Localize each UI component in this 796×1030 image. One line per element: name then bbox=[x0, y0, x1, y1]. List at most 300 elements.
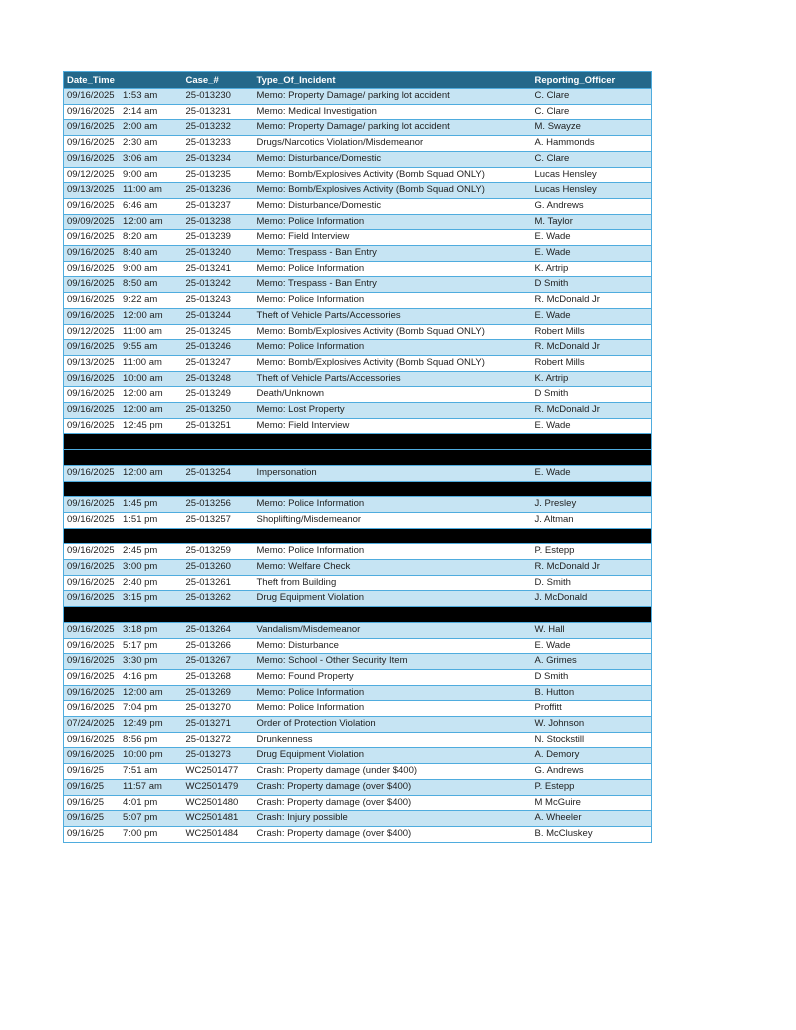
cell-reporting-officer: G. Andrews bbox=[532, 764, 652, 780]
date-text: 09/16/25 bbox=[67, 765, 104, 777]
table-row bbox=[64, 355, 652, 371]
time-text: 5:07 pm bbox=[123, 812, 158, 824]
cell-reporting-officer: R. McDonald Jr bbox=[532, 403, 652, 419]
cell-date-time bbox=[64, 826, 183, 842]
cell-reporting-officer: D Smith bbox=[532, 669, 652, 685]
table-body bbox=[64, 89, 652, 843]
cell-incident-type: Memo: Disturbance/Domestic bbox=[254, 151, 532, 167]
cell-date-time bbox=[64, 246, 183, 262]
redacted-cell bbox=[64, 450, 652, 466]
date-text: 09/16/2025 bbox=[67, 372, 115, 384]
cell-reporting-officer: W. Hall bbox=[532, 622, 652, 638]
cell-date-time bbox=[64, 685, 183, 701]
table-row bbox=[64, 795, 652, 811]
cell-reporting-officer: E. Wade bbox=[532, 418, 652, 434]
time-text: 12:49 pm bbox=[123, 718, 163, 730]
cell-date-time bbox=[64, 261, 183, 277]
cell-case-number: 25-013272 bbox=[183, 732, 254, 748]
cell-reporting-officer: J. McDonald bbox=[532, 591, 652, 607]
time-text: 3:30 pm bbox=[123, 655, 158, 667]
date-text: 09/16/2025 bbox=[67, 294, 115, 306]
time-text: 4:16 pm bbox=[123, 670, 158, 682]
cell-date-time bbox=[64, 89, 183, 105]
cell-date-time bbox=[64, 371, 183, 387]
cell-case-number: 25-013241 bbox=[183, 261, 254, 277]
cell-incident-type: Drug Equipment Violation bbox=[254, 748, 532, 764]
table-row bbox=[64, 811, 652, 827]
cell-incident-type: Impersonation bbox=[254, 465, 532, 481]
time-text: 6:46 am bbox=[123, 199, 158, 211]
cell-reporting-officer: J. Altman bbox=[532, 512, 652, 528]
time-text: 11:00 am bbox=[123, 356, 162, 368]
cell-reporting-officer: K. Artrip bbox=[532, 371, 652, 387]
table-row bbox=[64, 293, 652, 309]
date-text: 09/16/2025 bbox=[67, 121, 115, 133]
cell-case-number: 25-013233 bbox=[183, 136, 254, 152]
cell-date-time bbox=[64, 151, 183, 167]
table-row bbox=[64, 120, 652, 136]
time-text: 11:00 am bbox=[123, 325, 162, 337]
redacted-cell bbox=[64, 607, 652, 623]
cell-case-number: 25-013242 bbox=[183, 277, 254, 293]
table-row bbox=[64, 465, 652, 481]
date-text: 09/12/2025 bbox=[67, 168, 115, 180]
cell-date-time bbox=[64, 167, 183, 183]
table-row bbox=[64, 308, 652, 324]
cell-date-time bbox=[64, 654, 183, 670]
table-row bbox=[64, 638, 652, 654]
cell-case-number: 25-013251 bbox=[183, 418, 254, 434]
table-row bbox=[64, 701, 652, 717]
cell-incident-type: Memo: Field Interview bbox=[254, 230, 532, 246]
table-row bbox=[64, 732, 652, 748]
date-text: 09/16/2025 bbox=[67, 262, 115, 274]
cell-case-number: 25-013259 bbox=[183, 544, 254, 560]
cell-incident-type: Memo: Property Damage/ parking lot accident bbox=[254, 89, 532, 105]
cell-date-time bbox=[64, 277, 183, 293]
time-text: 12:00 am bbox=[123, 215, 163, 227]
table-row bbox=[64, 748, 652, 764]
table-row bbox=[64, 167, 652, 183]
date-text: 09/16/2025 bbox=[67, 749, 115, 761]
cell-case-number: 25-013240 bbox=[183, 246, 254, 262]
date-text: 09/16/2025 bbox=[67, 686, 115, 698]
table-row bbox=[64, 591, 652, 607]
cell-reporting-officer: P. Estepp bbox=[532, 779, 652, 795]
date-text: 09/16/25 bbox=[67, 812, 104, 824]
cell-case-number: WC2501484 bbox=[183, 826, 254, 842]
cell-date-time bbox=[64, 198, 183, 214]
table-row bbox=[64, 418, 652, 434]
cell-case-number: 25-013267 bbox=[183, 654, 254, 670]
cell-reporting-officer: B. McCluskey bbox=[532, 826, 652, 842]
cell-reporting-officer: C. Clare bbox=[532, 89, 652, 105]
cell-incident-type: Memo: Trespass - Ban Entry bbox=[254, 277, 532, 293]
table-row bbox=[64, 512, 652, 528]
cell-case-number: 25-013239 bbox=[183, 230, 254, 246]
cell-case-number: WC2501479 bbox=[183, 779, 254, 795]
date-text: 09/16/2025 bbox=[67, 309, 115, 321]
cell-case-number: 25-013235 bbox=[183, 167, 254, 183]
cell-reporting-officer: P. Estepp bbox=[532, 544, 652, 560]
table-row bbox=[64, 371, 652, 387]
cell-reporting-officer: R. McDonald Jr bbox=[532, 560, 652, 576]
cell-incident-type: Crash: Property damage (over $400) bbox=[254, 826, 532, 842]
date-text: 09/16/2025 bbox=[67, 247, 115, 259]
cell-incident-type: Memo: Bomb/Explosives Activity (Bomb Squad ONLY) bbox=[254, 355, 532, 371]
cell-reporting-officer: A. Grimes bbox=[532, 654, 652, 670]
cell-incident-type: Crash: Property damage (under $400) bbox=[254, 764, 532, 780]
date-text: 09/16/2025 bbox=[67, 199, 115, 211]
time-text: 7:00 pm bbox=[123, 827, 158, 839]
cell-incident-type: Memo: Found Property bbox=[254, 669, 532, 685]
column-header-date-time: Date_Time bbox=[64, 72, 183, 89]
cell-reporting-officer: M McGuire bbox=[532, 795, 652, 811]
time-text: 10:00 am bbox=[123, 372, 163, 384]
redacted-row bbox=[64, 528, 652, 544]
cell-reporting-officer: D Smith bbox=[532, 387, 652, 403]
cell-reporting-officer: A. Demory bbox=[532, 748, 652, 764]
cell-reporting-officer: E. Wade bbox=[532, 465, 652, 481]
date-text: 09/16/2025 bbox=[67, 278, 115, 290]
cell-reporting-officer: J. Presley bbox=[532, 497, 652, 513]
cell-reporting-officer: C. Clare bbox=[532, 104, 652, 120]
date-text: 09/16/2025 bbox=[67, 545, 115, 557]
date-text: 09/16/25 bbox=[67, 827, 104, 839]
table-row bbox=[64, 277, 652, 293]
table-row bbox=[64, 403, 652, 419]
cell-date-time bbox=[64, 136, 183, 152]
cell-date-time bbox=[64, 544, 183, 560]
time-text: 11:00 am bbox=[123, 184, 162, 196]
cell-incident-type: Crash: Property damage (over $400) bbox=[254, 795, 532, 811]
cell-case-number: 25-013271 bbox=[183, 717, 254, 733]
cell-reporting-officer: M. Swayze bbox=[532, 120, 652, 136]
cell-case-number: 25-013268 bbox=[183, 669, 254, 685]
cell-case-number: 25-013270 bbox=[183, 701, 254, 717]
cell-incident-type: Memo: Disturbance/Domestic bbox=[254, 198, 532, 214]
cell-case-number: 25-013266 bbox=[183, 638, 254, 654]
cell-incident-type: Memo: Bomb/Explosives Activity (Bomb Squad ONLY) bbox=[254, 167, 532, 183]
cell-reporting-officer: A. Hammonds bbox=[532, 136, 652, 152]
time-text: 4:01 pm bbox=[123, 796, 158, 808]
redacted-cell bbox=[64, 528, 652, 544]
date-text: 09/13/2025 bbox=[67, 356, 115, 368]
time-text: 3:18 pm bbox=[123, 623, 158, 635]
cell-case-number: 25-013273 bbox=[183, 748, 254, 764]
date-text: 09/16/2025 bbox=[67, 561, 115, 573]
cell-case-number: 25-013256 bbox=[183, 497, 254, 513]
cell-date-time bbox=[64, 748, 183, 764]
cell-incident-type: Theft of Vehicle Parts/Accessories bbox=[254, 371, 532, 387]
table-row bbox=[64, 575, 652, 591]
table-row bbox=[64, 136, 652, 152]
cell-case-number: 25-013248 bbox=[183, 371, 254, 387]
cell-case-number: 25-013260 bbox=[183, 560, 254, 576]
cell-incident-type: Memo: Lost Property bbox=[254, 403, 532, 419]
table-row bbox=[64, 214, 652, 230]
table-row bbox=[64, 560, 652, 576]
date-text: 09/16/2025 bbox=[67, 639, 115, 651]
time-text: 2:30 am bbox=[123, 137, 158, 149]
cell-incident-type: Memo: Police Information bbox=[254, 544, 532, 560]
table-header bbox=[64, 72, 652, 89]
cell-incident-type: Shoplifting/Misdemeanor bbox=[254, 512, 532, 528]
time-text: 2:45 pm bbox=[123, 545, 158, 557]
time-text: 3:06 am bbox=[123, 152, 158, 164]
cell-incident-type: Drunkenness bbox=[254, 732, 532, 748]
date-text: 09/16/2025 bbox=[67, 90, 115, 101]
cell-reporting-officer: N. Stockstill bbox=[532, 732, 652, 748]
cell-case-number: 25-013237 bbox=[183, 198, 254, 214]
table-row bbox=[64, 387, 652, 403]
cell-case-number: 25-013238 bbox=[183, 214, 254, 230]
table-row bbox=[64, 764, 652, 780]
cell-reporting-officer: Lucas Hensley bbox=[532, 183, 652, 199]
date-text: 09/16/25 bbox=[67, 780, 104, 792]
date-text: 09/16/2025 bbox=[67, 388, 115, 400]
table-row bbox=[64, 654, 652, 670]
date-text: 09/16/2025 bbox=[67, 733, 115, 745]
cell-incident-type: Memo: Police Information bbox=[254, 497, 532, 513]
date-text: 09/16/2025 bbox=[67, 702, 115, 714]
time-text: 2:14 am bbox=[123, 105, 158, 117]
cell-date-time bbox=[64, 591, 183, 607]
cell-incident-type: Memo: Police Information bbox=[254, 293, 532, 309]
cell-incident-type: Death/Unknown bbox=[254, 387, 532, 403]
cell-date-time bbox=[64, 387, 183, 403]
cell-incident-type: Drug Equipment Violation bbox=[254, 591, 532, 607]
time-text: 8:20 am bbox=[123, 231, 158, 243]
time-text: 8:40 am bbox=[123, 247, 158, 259]
cell-reporting-officer: C. Clare bbox=[532, 151, 652, 167]
date-text: 09/16/2025 bbox=[67, 341, 115, 353]
cell-incident-type: Memo: Police Information bbox=[254, 685, 532, 701]
date-text: 09/16/2025 bbox=[67, 670, 115, 682]
cell-incident-type: Memo: Property Damage/ parking lot accident bbox=[254, 120, 532, 136]
cell-date-time bbox=[64, 497, 183, 513]
time-text: 8:50 am bbox=[123, 278, 158, 290]
date-text: 07/24/2025 bbox=[67, 718, 115, 730]
cell-case-number: 25-013230 bbox=[183, 89, 254, 105]
time-text: 9:55 am bbox=[123, 341, 158, 353]
time-text: 9:00 am bbox=[123, 262, 158, 274]
time-text: 11:57 am bbox=[123, 780, 162, 792]
cell-reporting-officer: K. Artrip bbox=[532, 261, 652, 277]
cell-date-time bbox=[64, 355, 183, 371]
time-text: 3:00 pm bbox=[123, 561, 158, 573]
date-text: 09/12/2025 bbox=[67, 325, 115, 337]
cell-case-number: 25-013257 bbox=[183, 512, 254, 528]
time-text: 7:04 pm bbox=[123, 702, 158, 714]
cell-reporting-officer: Robert Mills bbox=[532, 355, 652, 371]
date-text: 09/13/2025 bbox=[67, 184, 115, 196]
date-text: 09/16/2025 bbox=[67, 576, 115, 588]
cell-reporting-officer: E. Wade bbox=[532, 638, 652, 654]
cell-reporting-officer: E. Wade bbox=[532, 246, 652, 262]
cell-date-time bbox=[64, 795, 183, 811]
cell-reporting-officer: Lucas Hensley bbox=[532, 167, 652, 183]
date-text: 09/16/2025 bbox=[67, 404, 115, 416]
cell-case-number: 25-013261 bbox=[183, 575, 254, 591]
cell-case-number: 25-013243 bbox=[183, 293, 254, 309]
date-text: 09/16/2025 bbox=[67, 623, 115, 635]
cell-date-time bbox=[64, 183, 183, 199]
table-row bbox=[64, 230, 652, 246]
time-text: 12:00 am bbox=[123, 686, 163, 698]
cell-incident-type: Theft of Vehicle Parts/Accessories bbox=[254, 308, 532, 324]
cell-incident-type: Memo: Welfare Check bbox=[254, 560, 532, 576]
time-text: 3:15 pm bbox=[123, 592, 158, 604]
cell-reporting-officer: D. Smith bbox=[532, 575, 652, 591]
time-text: 2:40 pm bbox=[123, 576, 158, 588]
time-text: 9:00 am bbox=[123, 168, 158, 180]
column-header-type-of-incident: Type_Of_Incident bbox=[254, 72, 532, 89]
redacted-row bbox=[64, 607, 652, 623]
cell-date-time bbox=[64, 622, 183, 638]
cell-date-time bbox=[64, 324, 183, 340]
table-row bbox=[64, 340, 652, 356]
column-header-case-number: Case_# bbox=[183, 72, 254, 89]
header-row bbox=[64, 72, 652, 89]
time-text: 9:22 am bbox=[123, 294, 158, 306]
cell-reporting-officer: E. Wade bbox=[532, 230, 652, 246]
cell-reporting-officer: Proffitt bbox=[532, 701, 652, 717]
cell-reporting-officer: E. Wade bbox=[532, 308, 652, 324]
cell-case-number: 25-013231 bbox=[183, 104, 254, 120]
column-header-reporting-officer: Reporting_Officer bbox=[532, 72, 652, 89]
cell-case-number: 25-013264 bbox=[183, 622, 254, 638]
cell-reporting-officer: G. Andrews bbox=[532, 198, 652, 214]
incident-log-table bbox=[63, 71, 652, 843]
redacted-row bbox=[64, 481, 652, 497]
table-row bbox=[64, 622, 652, 638]
redacted-cell bbox=[64, 481, 652, 497]
cell-incident-type: Drugs/Narcotics Violation/Misdemeanor bbox=[254, 136, 532, 152]
table-row bbox=[64, 779, 652, 795]
table-row bbox=[64, 324, 652, 340]
cell-case-number: 25-013269 bbox=[183, 685, 254, 701]
cell-reporting-officer: M. Taylor bbox=[532, 214, 652, 230]
redacted-row bbox=[64, 434, 652, 450]
table-row bbox=[64, 151, 652, 167]
cell-incident-type: Memo: Police Information bbox=[254, 261, 532, 277]
cell-date-time bbox=[64, 104, 183, 120]
cell-incident-type: Memo: Police Information bbox=[254, 340, 532, 356]
table-row bbox=[64, 183, 652, 199]
cell-case-number: WC2501481 bbox=[183, 811, 254, 827]
cell-case-number: 25-013236 bbox=[183, 183, 254, 199]
time-text: 12:45 pm bbox=[123, 419, 163, 431]
cell-reporting-officer: R. McDonald Jr bbox=[532, 293, 652, 309]
cell-date-time bbox=[64, 811, 183, 827]
table-row bbox=[64, 198, 652, 214]
time-text: 7:51 am bbox=[123, 765, 158, 777]
cell-date-time bbox=[64, 465, 183, 481]
date-text: 09/16/25 bbox=[67, 796, 104, 808]
date-text: 09/16/2025 bbox=[67, 105, 115, 117]
cell-case-number: 25-013232 bbox=[183, 120, 254, 136]
table-row bbox=[64, 497, 652, 513]
cell-date-time bbox=[64, 230, 183, 246]
redacted-cell bbox=[64, 434, 652, 450]
cell-reporting-officer: R. McDonald Jr bbox=[532, 340, 652, 356]
cell-case-number: 25-013249 bbox=[183, 387, 254, 403]
cell-date-time bbox=[64, 560, 183, 576]
cell-incident-type: Memo: Field Interview bbox=[254, 418, 532, 434]
cell-reporting-officer: A. Wheeler bbox=[532, 811, 652, 827]
cell-date-time bbox=[64, 403, 183, 419]
table-row bbox=[64, 89, 652, 105]
date-text: 09/16/2025 bbox=[67, 655, 115, 667]
cell-incident-type: Crash: Property damage (over $400) bbox=[254, 779, 532, 795]
cell-incident-type: Memo: Disturbance bbox=[254, 638, 532, 654]
date-text: 09/16/2025 bbox=[67, 466, 115, 478]
cell-incident-type: Memo: Medical Investigation bbox=[254, 104, 532, 120]
time-text: 8:56 pm bbox=[123, 733, 158, 745]
table-row bbox=[64, 261, 652, 277]
cell-incident-type: Memo: Police Information bbox=[254, 214, 532, 230]
cell-date-time bbox=[64, 575, 183, 591]
cell-date-time bbox=[64, 340, 183, 356]
date-text: 09/09/2025 bbox=[67, 215, 115, 227]
time-text: 12:00 am bbox=[123, 309, 163, 321]
cell-date-time bbox=[64, 512, 183, 528]
cell-incident-type: Vandalism/Misdemeanor bbox=[254, 622, 532, 638]
cell-case-number: 25-013244 bbox=[183, 308, 254, 324]
cell-incident-type: Memo: Bomb/Explosives Activity (Bomb Squad ONLY) bbox=[254, 324, 532, 340]
cell-case-number: 25-013254 bbox=[183, 465, 254, 481]
table-row bbox=[64, 717, 652, 733]
time-text: 1:53 am bbox=[123, 90, 158, 101]
cell-incident-type: Crash: Injury possible bbox=[254, 811, 532, 827]
cell-case-number: 25-013245 bbox=[183, 324, 254, 340]
time-text: 10:00 pm bbox=[123, 749, 163, 761]
table-row bbox=[64, 826, 652, 842]
time-text: 5:17 pm bbox=[123, 639, 158, 651]
cell-case-number: 25-013250 bbox=[183, 403, 254, 419]
cell-case-number: 25-013246 bbox=[183, 340, 254, 356]
cell-reporting-officer: B. Hutton bbox=[532, 685, 652, 701]
time-text: 1:45 pm bbox=[123, 498, 158, 510]
time-text: 12:00 am bbox=[123, 388, 163, 400]
cell-date-time bbox=[64, 717, 183, 733]
cell-case-number: 25-013234 bbox=[183, 151, 254, 167]
cell-date-time bbox=[64, 779, 183, 795]
cell-case-number: WC2501480 bbox=[183, 795, 254, 811]
cell-reporting-officer: D Smith bbox=[532, 277, 652, 293]
table-row bbox=[64, 544, 652, 560]
cell-incident-type: Memo: Bomb/Explosives Activity (Bomb Squad ONLY) bbox=[254, 183, 532, 199]
table-row bbox=[64, 685, 652, 701]
date-text: 09/16/2025 bbox=[67, 231, 115, 243]
date-text: 09/16/2025 bbox=[67, 498, 115, 510]
cell-date-time bbox=[64, 669, 183, 685]
time-text: 2:00 am bbox=[123, 121, 158, 133]
cell-incident-type: Memo: Police Information bbox=[254, 701, 532, 717]
cell-date-time bbox=[64, 638, 183, 654]
cell-date-time bbox=[64, 214, 183, 230]
cell-incident-type: Memo: Trespass - Ban Entry bbox=[254, 246, 532, 262]
time-text: 12:00 am bbox=[123, 466, 163, 478]
redacted-row bbox=[64, 450, 652, 466]
cell-date-time bbox=[64, 120, 183, 136]
table-row bbox=[64, 669, 652, 685]
table-row bbox=[64, 104, 652, 120]
date-text: 09/16/2025 bbox=[67, 152, 115, 164]
date-text: 09/16/2025 bbox=[67, 592, 115, 604]
table-row bbox=[64, 246, 652, 262]
